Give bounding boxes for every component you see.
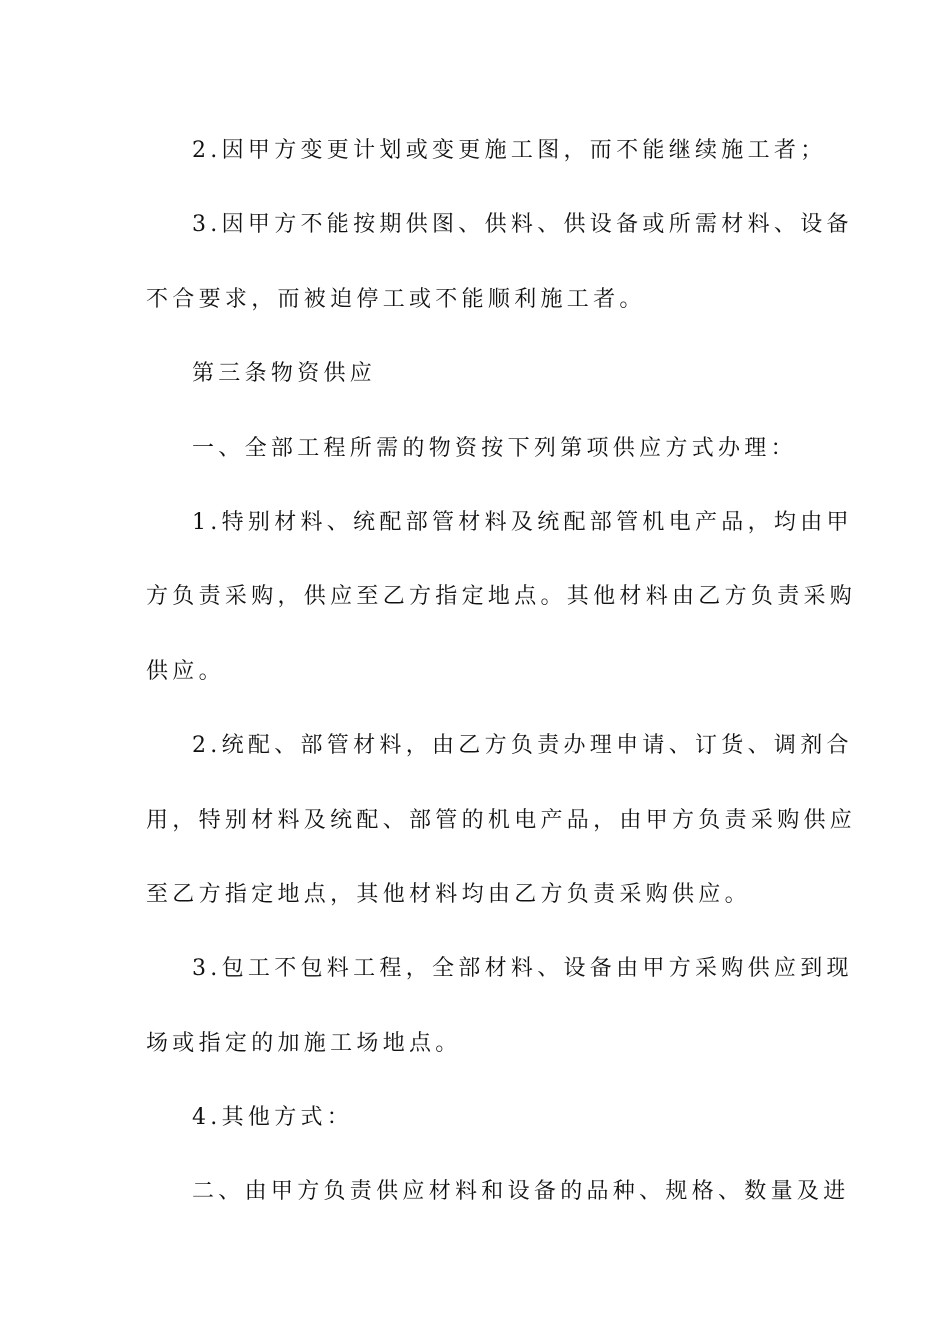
text-line: 方负责采购，供应至乙方指定地点。其他材料由乙方负责采购: [146, 584, 857, 610]
text-line: 不合要求，而被迫停工或不能顺利施工者。: [146, 286, 646, 312]
text-line: 4.其他方式：: [192, 1105, 354, 1131]
text-line: 2.因甲方变更计划或变更施工图，而不能继续施工者；: [192, 138, 827, 163]
text-line: 场或指定的加施工场地点。: [146, 1030, 462, 1056]
text-line: 至乙方指定地点，其他材料均由乙方负责采购供应。: [146, 881, 751, 907]
text-line: 用，特别材料及统配、部管的机电产品，由甲方负责采购供应: [146, 807, 857, 833]
text-line: 1.特别材料、统配部管材料及统配部管机电产品，均由甲: [192, 509, 853, 535]
document-body: [146, 128, 857, 1244]
text-line: 一、全部工程所需的物资按下列第项供应方式办理：: [192, 435, 797, 461]
text-line: 3.包工不包料工程，全部材料、设备由甲方采购供应到现: [192, 956, 853, 982]
text-line: 3.因甲方不能按期供图、供料、供设备或所需材料、设备: [192, 212, 853, 238]
section-heading: 第三条物资供应: [192, 361, 377, 387]
text-line: 二、由甲方负责供应材料和设备的品种、规格、数量及进: [192, 1179, 850, 1205]
text-line: 供应。: [146, 658, 225, 684]
text-line: 2.统配、部管材料，由乙方负责办理申请、订货、调剂合: [192, 733, 853, 759]
